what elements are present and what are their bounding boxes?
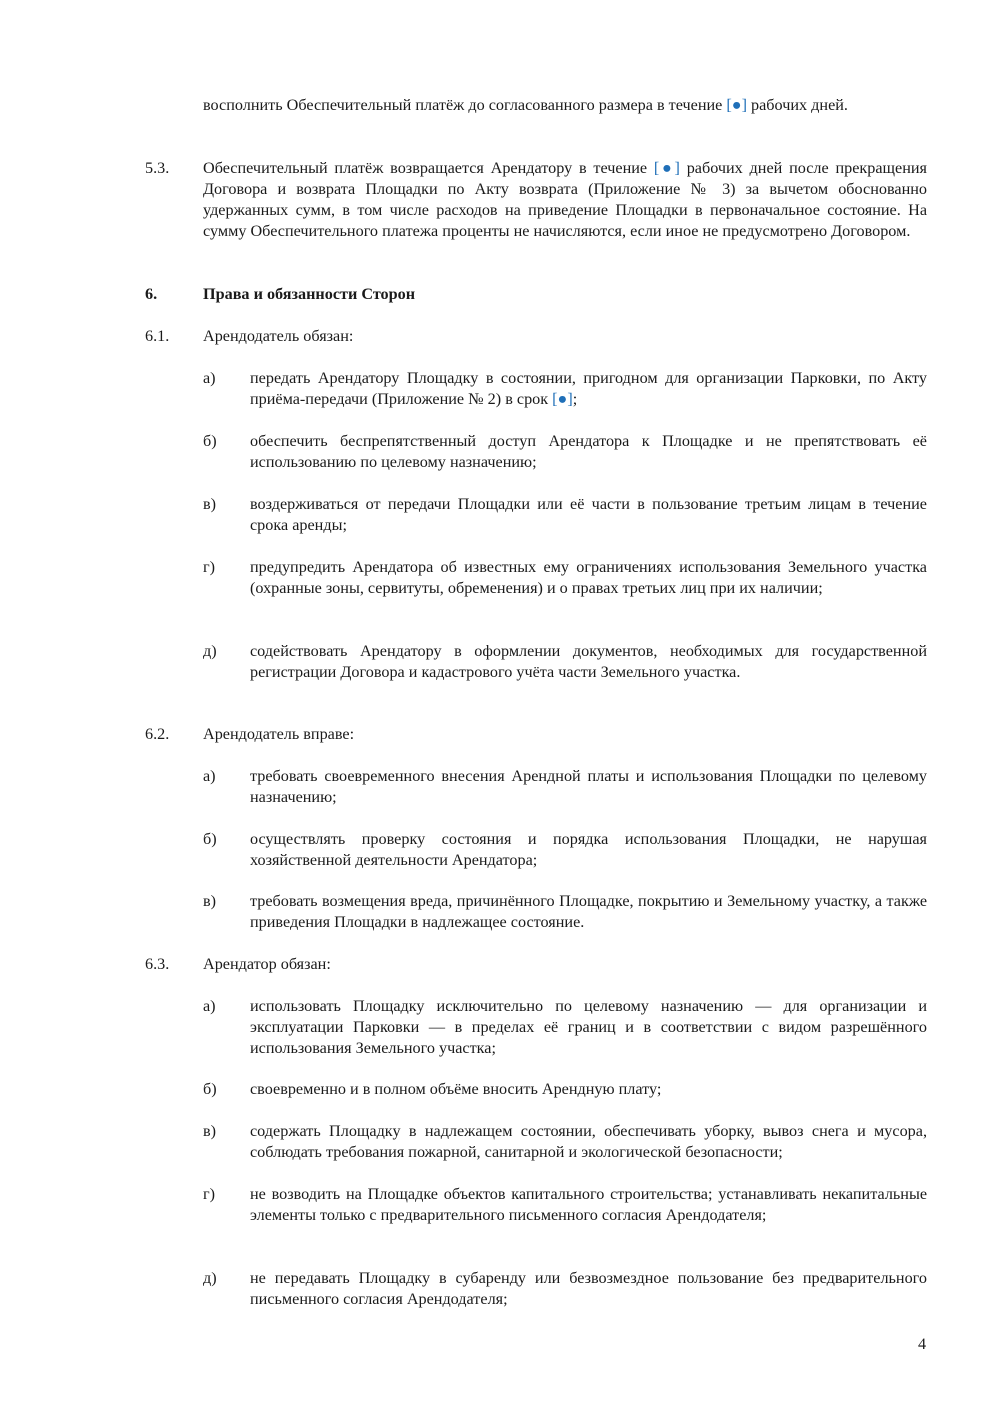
list-item-text: обеспечить беспрепятственный доступ Арендатора к Площадке и не препятствовать её использованию по целевому назначению; <box>250 432 927 471</box>
clause-number-6-3: 6.3. <box>145 955 170 973</box>
section-number-6: 6. <box>145 285 158 303</box>
clause-6-3-text: Арендатор обязан: <box>203 955 331 973</box>
list-item-label: в) <box>203 892 217 910</box>
list-item-text: содержать Площадку в надлежащем состоянии, обеспечивать уборку, вывоз снега и мусора, соблюдать требования пожарной, санитарной и экологической безопасности; <box>250 1122 927 1161</box>
clause-5-2-continuation <box>203 95 927 116</box>
list-item-text: использовать Площадку исключительно по целевому назначению — для организации и эксплуатации Парковки — в пределах её границ и в соответствии с видом разрешённого использования Земельного участка; <box>250 997 927 1057</box>
clause-number-6-2: 6.2. <box>145 725 170 743</box>
list-item-text: осуществлять проверку состояния и порядка использования Площадки, не нарушая хозяйственной деятельности Арендатора; <box>250 830 927 869</box>
clause-text: рабочих дней. <box>746 96 848 114</box>
list-item-text: своевременно и в полном объёме вносить Арендную плату; <box>250 1080 662 1098</box>
clause-number-6-1: 6.1. <box>145 327 170 345</box>
list-item-label: а) <box>203 997 216 1015</box>
list-item-label: а) <box>203 767 216 785</box>
list-item-label: б) <box>203 830 217 848</box>
list-item-label: в) <box>203 495 217 513</box>
clause-5-3-text <box>203 158 927 242</box>
clause-6-2-text: Арендодатель вправе: <box>203 725 355 743</box>
list-item-text: предупредить Арендатора об известных ему ограничениях использования Земельного участка (охранные зоны, сервитуты, обременения) и о правах третьих лиц при их наличии; <box>250 558 927 597</box>
list-item-label: д) <box>203 642 217 660</box>
clause-number-5-3: 5.3. <box>145 159 170 177</box>
item-text: ; <box>572 390 578 408</box>
clause-text: рабочих дней после прекращения Договора и возврата Площадки по Акту возврата (Приложение № 3) за вычетом обоснованно удержанных сумм, в том числе расходов на приведение Площадки в первоначальное состояние. На сумму Обеспечительного платежа проценты не начисляются, если иное не предусмотрено Договором. <box>203 159 927 240</box>
list-item-label: г) <box>203 558 216 576</box>
section-title-6: Права и обязанности Сторон <box>203 285 416 303</box>
list-item-label: в) <box>203 1122 217 1140</box>
list-item-label: а) <box>203 369 216 387</box>
list-item-text: требовать возмещения вреда, причинённого Площадке, покрытию и Земельному участку, а также приведения Площадки в надлежащее состояние. <box>250 892 927 931</box>
list-item-label: б) <box>203 432 217 450</box>
list-item-text: не возводить на Площадке объектов капитального строительства; устанавливать некапитальные элементы только с предварительного письменного согласия Арендодателя; <box>250 1185 927 1224</box>
list-item-label: г) <box>203 1185 216 1203</box>
list-item-text: требовать своевременного внесения Арендной платы и использования Площадки по целевому назначению; <box>250 767 927 806</box>
list-item-label: д) <box>203 1269 217 1287</box>
placeholder-marker: [●] <box>552 390 573 408</box>
clause-text: Обеспечительный платёж возвращается Арендатору в течение <box>203 159 654 177</box>
page-number: 4 <box>918 1335 927 1353</box>
clause-6-1-text: Арендодатель обязан: <box>203 327 354 345</box>
placeholder-marker: [●] <box>653 159 680 177</box>
list-item-text <box>250 368 927 410</box>
clause-text: восполнить Обеспечительный платёж до согласованного размера в течение <box>203 96 727 114</box>
list-item-text: содействовать Арендатору в оформлении документов, необходимых для государственной регистрации Договора и кадастрового учёта части Земельного участка. <box>250 642 927 681</box>
placeholder-marker: [●] <box>726 96 747 114</box>
list-item-label: б) <box>203 1080 217 1098</box>
item-text: передать Арендатору Площадку в состоянии, пригодном для организации Парковки, по Акту приёма-передачи (Приложение № 2) в срок <box>250 369 927 408</box>
list-item-text: воздерживаться от передачи Площадки или её части в пользование третьим лицам в течение срока аренды; <box>250 495 927 534</box>
list-item-text: не передавать Площадку в субаренду или безвозмездное пользование без предварительного письменного согласия Арендодателя; <box>250 1269 927 1308</box>
